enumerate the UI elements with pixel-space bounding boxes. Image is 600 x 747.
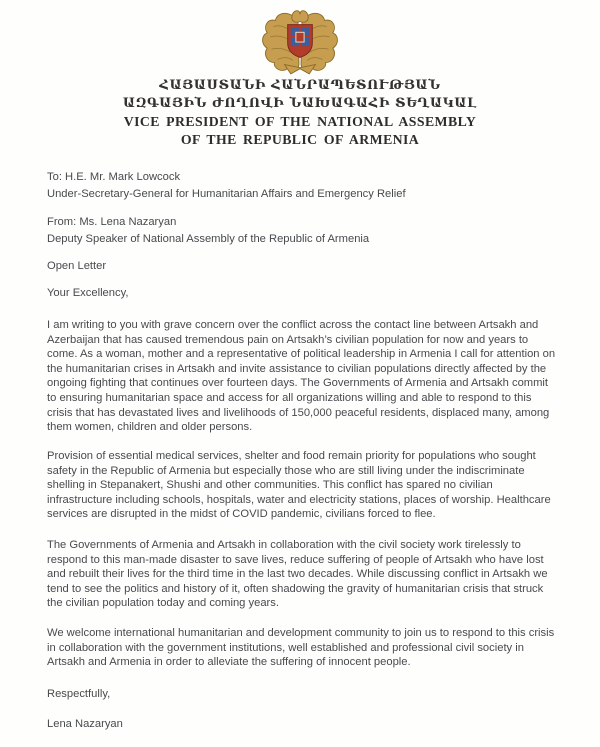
letter-paragraph-1: I am writing to you with grave concern over the conflict across the contact line between Artsakh and Azerbaijan that has caused tremendous pain on Artsakh’s civilian population for now and years to come. As a woman, mother and a representative of political leadership in Armenia I call for attention on the humanitarian crises in Artsakh and invite assistance to civilian populations directly affected by the ongoing fighting that continues over fourteen days. The Governments of Armenia and Artsakh commit to ensuring humanitarian space and access for all organizations willing and able to respond to this crisis that has devastated lives and livelihoods of 150,000 peaceful residents, displaced many, among them women, children and older persons. bbox=[47, 319, 556, 434]
sender-name-line: From: Ms. Lena Nazaryan bbox=[47, 216, 177, 228]
letterhead bbox=[0, 77, 600, 148]
armenia-coat-of-arms-icon bbox=[261, 6, 339, 76]
valediction-line: Respectfully, bbox=[47, 688, 111, 700]
sender-block bbox=[47, 214, 560, 248]
letterhead-armenian-line1: ՀԱՅԱՍՏԱՆԻ ՀԱՆՐԱՊԵՏՈՒԹՅԱՆ bbox=[159, 78, 441, 93]
recipient-name-line: To: H.E. Mr. Mark Lowcock bbox=[47, 171, 181, 183]
letterhead-armenian-line2: ԱԶԳԱՅԻՆ ԺՈՂՈՎԻ ՆԱԽԱԳԱՀԻ ՏԵՂԱԿԱԼ bbox=[122, 96, 478, 111]
signature-name: Lena Nazaryan bbox=[47, 718, 123, 730]
letterhead-title-line1: VICE PRESIDENT OF THE NATIONAL ASSEMBLY bbox=[123, 114, 477, 129]
recipient-title-line: Under-Secretary-General for Humanitarian Affairs and Emergency Relief bbox=[47, 188, 406, 200]
recipient-block bbox=[47, 169, 560, 203]
sender-title-line: Deputy Speaker of National Assembly of the Republic of Armenia bbox=[47, 233, 370, 245]
letter-paragraph-3: The Governments of Armenia and Artsakh in collaboration with the civil society work tirelessly to respond to this man-made disaster to save lives, reduce suffering of people of Artsakh who have lost and rebuilt their lives for the third time in the last two decades. While discussing conflict in Artsakh we tend to see the politics and history of it, often shadowing the gravity of humanitarian crisis that struck the civilian population today and coming years. bbox=[47, 539, 548, 610]
letterhead-title-line2: OF THE REPUBLIC OF ARMENIA bbox=[180, 131, 420, 147]
letter-paragraph-2: Provision of essential medical services, shelter and food remain priority for populations who sought safety in the Republic of Armenia but especially those who are still living under the indiscriminate shelling in Stepanakert, Shushi and other communities. This conflict has spared no civilian infrastructure including schools, hospitals, water and electricity stations, places of worship. Healthcare services are disrupted in the midst of COVID pandemic, civilians forced to flee. bbox=[47, 450, 551, 521]
salutation-line: Your Excellency, bbox=[47, 287, 129, 299]
letter-paragraph-4: We welcome international humanitarian and development community to join us to respond to this crisis in collaboration with the government institutions, well established and professional civil society in Artsakh and Armenia in order to alleviate the suffering of innocent people. bbox=[47, 627, 555, 669]
subject-line: Open Letter bbox=[47, 260, 107, 272]
